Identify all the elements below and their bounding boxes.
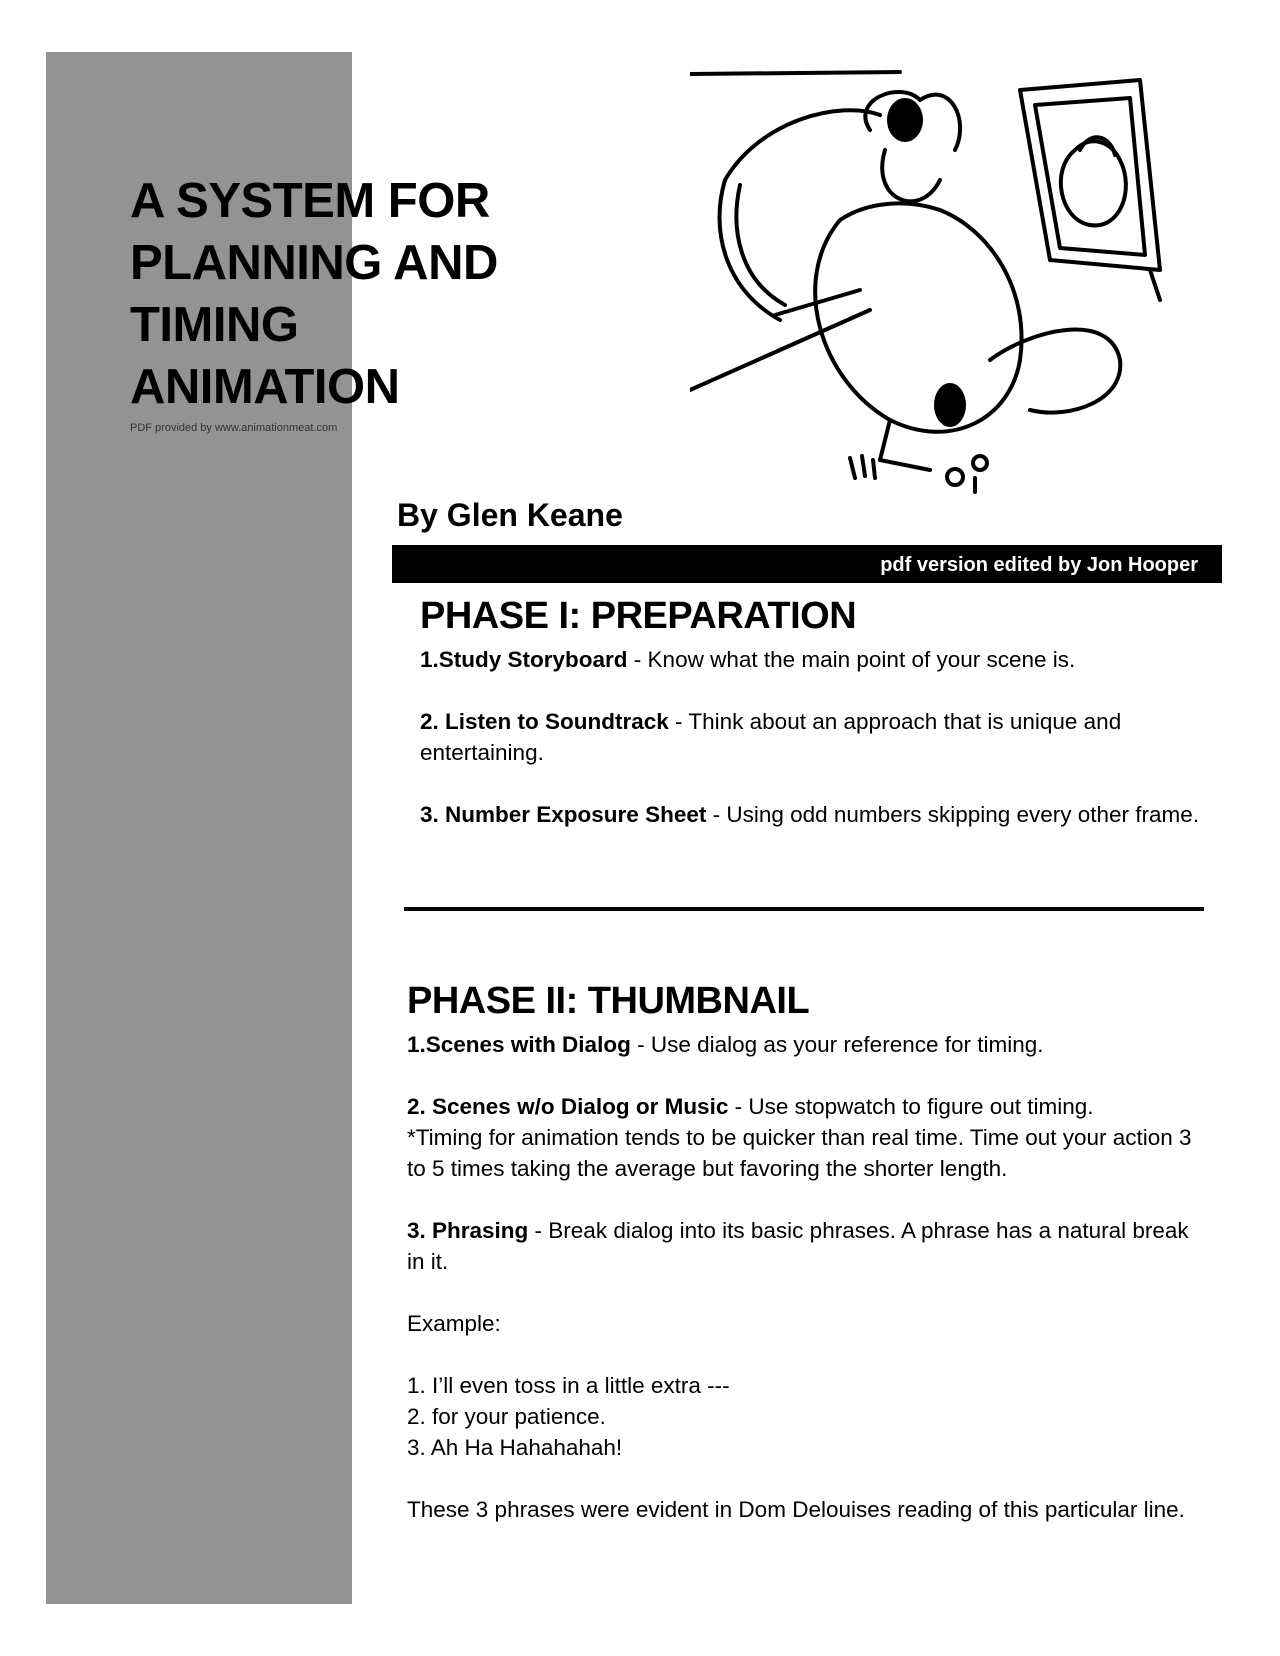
animator-drawing-illustration [690,60,1220,520]
title-line-4: ANIMATION [130,360,400,414]
step-label: 3. Number Exposure Sheet [420,802,707,827]
step-label: 2. Scenes w/o Dialog or Music [407,1094,729,1119]
step-text: - Using odd numbers skipping every other frame. [706,802,1200,827]
example-line-1: 1. I’ll even toss in a little extra --- [407,1373,730,1398]
phase-1-step-3 [420,799,1200,830]
step-text: - Think about an approach that is unique and entertaining. [420,709,1122,765]
example-line-2: 2. for your patience. [407,1404,606,1429]
phase-1-heading: PHASE I: PREPARATION [420,595,857,637]
phase-1-step-2 [420,706,1200,768]
main-title [130,170,650,418]
step-label: 1.Study Storyboard [420,647,628,672]
phase-2-step-1 [407,1029,1207,1060]
example-label: Example: [407,1311,501,1336]
phase-2-heading: PHASE II: THUMBNAIL [407,980,810,1022]
phase-2-step-2 [407,1091,1207,1184]
step-text: - Use stopwatch to figure out timing. [728,1094,1094,1119]
step-label: 3. Phrasing [407,1218,529,1243]
editor-credit-bar [392,545,1222,583]
editor-credit: pdf version edited by Jon Hooper [880,554,1198,576]
byline: By Glen Keane [397,497,623,533]
step-text: - Break dialog into its basic phrases. A phrase has a natural break in it. [407,1218,1189,1274]
phase-1-section [420,595,1200,861]
step-label: 2. Listen to Soundtrack [420,709,669,734]
section-divider [404,907,1204,911]
step-label: 1.Scenes with Dialog [407,1032,631,1057]
title-block [130,170,650,434]
phase-2-step-3 [407,1215,1207,1277]
example-lines [407,1370,1207,1463]
example-line-3: 3. Ah Ha Hahahahah! [407,1435,623,1460]
step-text: - Use dialog as your reference for timing. [630,1032,1044,1057]
title-line-3: TIMING [130,298,299,352]
phase-2-section [407,980,1207,1556]
title-line-2: PLANNING AND [130,236,498,290]
timing-note: *Timing for animation tends to be quicker than real time. Time out your action 3 to 5 times taking the average but favoring the shorter length. [407,1125,1192,1181]
provided-by-note: PDF provided by www.animationmeat.com [130,422,338,434]
closing-paragraph: These 3 phrases were evident in Dom Delouises reading of this particular line. [407,1497,1185,1522]
step-text: - Know what the main point of your scene is. [627,647,1076,672]
title-line-1: A SYSTEM FOR [130,174,490,228]
phase-1-step-1 [420,644,1200,675]
